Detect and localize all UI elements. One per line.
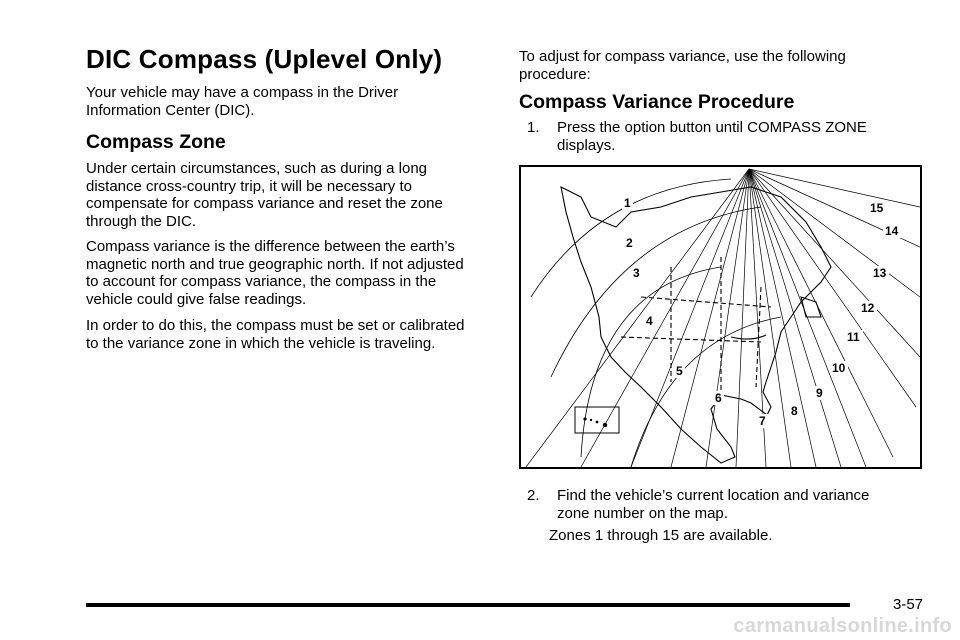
zone-label-3: 3 — [633, 266, 640, 280]
zone-label-1: 1 — [624, 196, 631, 210]
page-title: DIC Compass (Uplevel Only) — [86, 44, 443, 74]
zone-label-9: 9 — [816, 386, 823, 400]
zone-label-2: 2 — [626, 236, 633, 250]
zone-label-12: 12 — [861, 301, 875, 315]
footer-rule — [86, 603, 850, 607]
step-number: 1. — [527, 119, 540, 136]
zone-paragraph-3: In order to do this, the compass must be set or calibrated to the variance zone in which the vehicle is traveling. — [86, 317, 465, 352]
watermark: carmanualsonline.info — [733, 615, 952, 637]
zone-label-5: 5 — [676, 364, 683, 378]
zone-label-4: 4 — [646, 314, 653, 328]
zones-available-note: Zones 1 through 15 are available. — [549, 527, 773, 544]
compass-zone-heading: Compass Zone — [86, 131, 226, 153]
zone-label-13: 13 — [873, 266, 887, 280]
step-text: Press the option button until COMPASS ZONE displays. — [557, 119, 867, 154]
step-number: 2. — [527, 487, 540, 504]
latitude-arc — [551, 207, 761, 377]
procedure-intro: To adjust for compass variance, use the following procedure: — [519, 48, 846, 83]
zone-label-7: 7 — [759, 414, 766, 428]
zone-label-14: 14 — [885, 224, 899, 238]
zone-paragraph-2: Compass variance is the difference between the earth’s magnetic north and true geographic north. If not adjusted to account for compass variance, the compass in the vehicle could give false readings. — [86, 238, 464, 308]
intro-paragraph: Your vehicle may have a compass in the Driver Information Center (DIC). — [86, 84, 399, 119]
zone-label-11: 11 — [847, 330, 860, 344]
zone-label-8: 8 — [791, 404, 798, 418]
zone-paragraph-1: Under certain circumstances, such as during a long distance cross-country trip, it will be necessary to compensate for compass variance and reset the zone through the DIC. — [86, 160, 443, 230]
zone-label-10: 10 — [832, 361, 846, 375]
north-america-map-illustration — [521, 167, 920, 467]
zone-label-15: 15 — [870, 201, 884, 215]
page-number: 3-57 — [893, 596, 924, 613]
zone-label-6: 6 — [715, 391, 722, 405]
compass-zone-map — [519, 165, 922, 469]
procedure-heading: Compass Variance Procedure — [519, 91, 795, 113]
step-text: Find the vehicle’s current location and variance zone number on the map. — [557, 487, 870, 522]
